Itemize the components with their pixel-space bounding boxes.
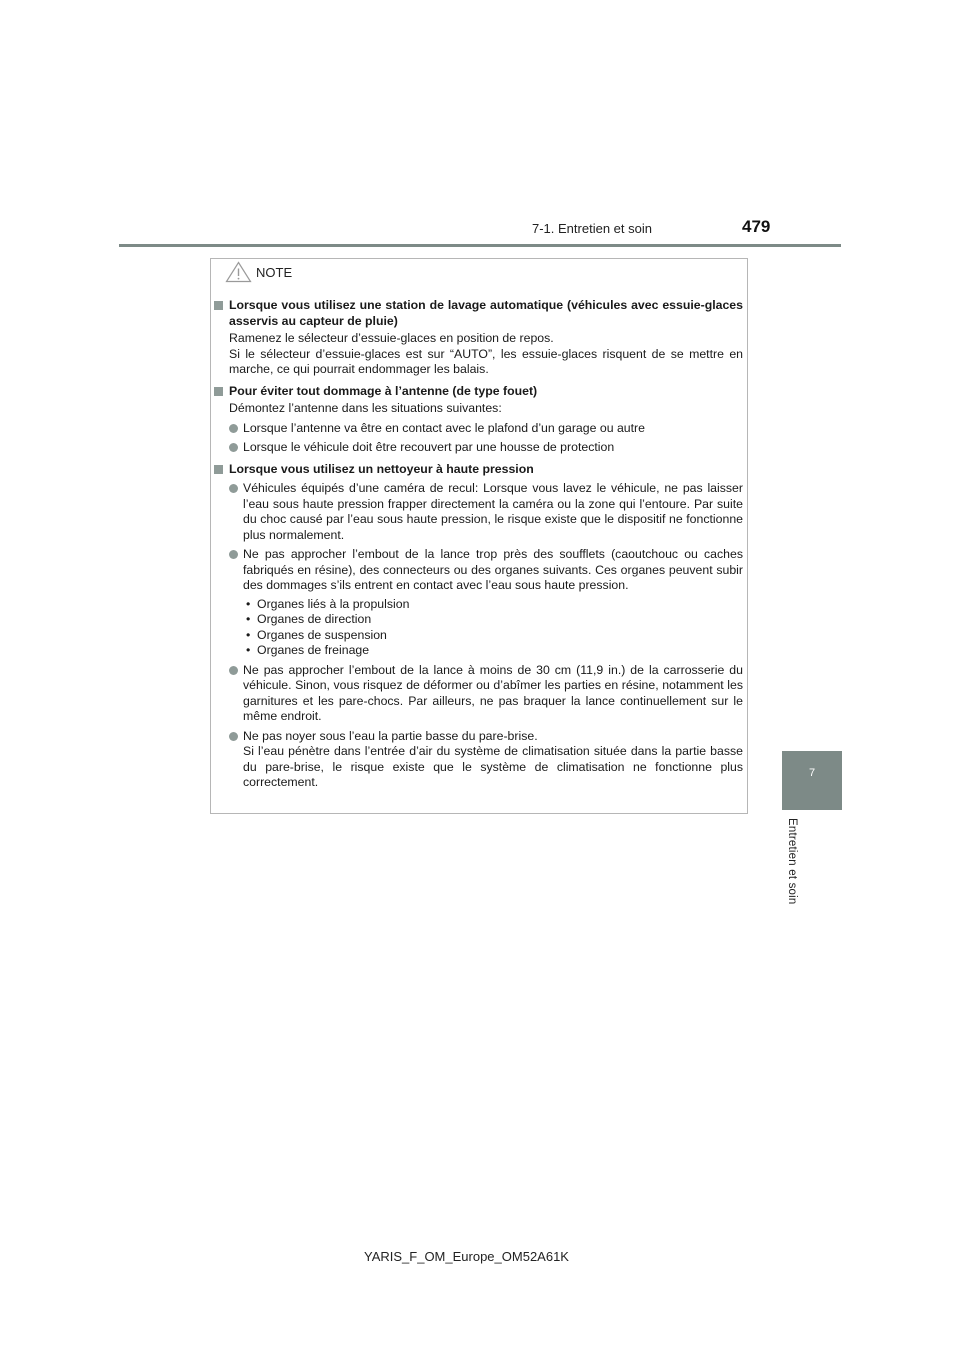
sub-list xyxy=(243,597,743,659)
document-code: YARIS_F_OM_Europe_OM52A61K xyxy=(364,1249,569,1264)
page-number: 479 xyxy=(742,217,771,236)
warning-triangle-icon xyxy=(225,261,252,283)
round-bullet-icon xyxy=(229,666,238,675)
square-bullet-icon xyxy=(214,387,223,396)
sub-list-item: • Organes de suspension xyxy=(246,627,387,642)
sub-list-item: • Organes liés à la propulsion xyxy=(246,596,410,611)
sub-list-item: • Organes de freinage xyxy=(246,643,370,657)
note-header xyxy=(225,261,292,283)
square-bullet-icon xyxy=(214,465,223,474)
note-section-antenna xyxy=(213,384,743,456)
note-section-car-wash xyxy=(213,298,743,378)
list-item: Lorsque l’antenne va être en contact avec le plafond d’un garage ou autre xyxy=(229,421,743,437)
list-item: Ne pas approcher l’embout de la lance trop près des soufflets (caoutchouc ou caches fabriqués en résine), des connecteurs ou des organes suivants. Ces organes peuvent subir des dommages s’ils entrent en contact avec l’eau sous haute pression. • Organes liés à la propulsion • Organes de direction • Organes de suspension • Organes de freinage xyxy=(229,547,743,659)
section-paragraph: Ramenez le sélecteur d’essuie-glaces en position de repos. Si le sélecteur d’essuie-glaces est sur “AUTO”, les essuie-glaces risquent de se mettre en marche, ce qui pourrait endommager les balais. xyxy=(229,331,743,376)
square-bullet-icon xyxy=(214,301,223,310)
chapter-tab-number: 7 xyxy=(808,767,816,779)
list-item: Lorsque le véhicule doit être recouvert par une housse de protection xyxy=(229,440,743,456)
header-section-title: 7-1. Entretien et soin xyxy=(532,221,652,236)
section-intro: Démontez l’antenne dans les situations suivantes: xyxy=(229,401,502,415)
note-section-pressure-washer xyxy=(213,462,743,791)
section-title: Pour éviter tout dommage à l’antenne (de type fouet) xyxy=(229,383,538,398)
list-item: Véhicules équipés d’une caméra de recul: Lorsque vous lavez le véhicule, ne pas laisser l’eau sous haute pression frapper directement la caméra ou la zone qui l’entoure. Par suite du choc causé par l’eau sous haute pression, le risque existe que le dispositif ne fonctionne plus normalement. xyxy=(229,481,743,543)
list-item: Ne pas noyer sous l’eau la partie basse du pare-brise. Si l’eau pénètre dans l’entrée d’air du système de climatisation située dans la partie basse du pare-brise, le risque existe que le système de climatisation ne fonctionne plus correctement. xyxy=(229,729,743,791)
chapter-tab-label: Entretien et soin xyxy=(786,818,798,905)
note-content xyxy=(213,298,743,791)
note-label: NOTE xyxy=(256,264,293,280)
round-bullet-icon xyxy=(229,550,238,559)
round-bullet-icon xyxy=(229,484,238,493)
section-title: Lorsque vous utilisez une station de lavage automatique (véhicules avec essuie-glaces asservis au capteur de pluie) xyxy=(229,298,743,328)
header-divider xyxy=(119,244,841,247)
section-title: Lorsque vous utilisez un nettoyeur à haute pression xyxy=(229,461,534,476)
chapter-tab xyxy=(782,751,842,810)
list-item: Ne pas approcher l’embout de la lance à moins de 30 cm (11,9 in.) de la carrosserie du véhicule. Sinon, vous risquez de déformer ou d’abîmer les parties en résine, notamment les garnitures et les pare-chocs. Par ailleurs, ne pas braquer la lance continuellement sur le même endroit. xyxy=(229,663,743,725)
round-bullet-icon xyxy=(229,443,238,452)
round-bullet-icon xyxy=(229,424,238,433)
round-bullet-icon xyxy=(229,732,238,741)
sub-list-item: • Organes de direction xyxy=(246,612,372,626)
